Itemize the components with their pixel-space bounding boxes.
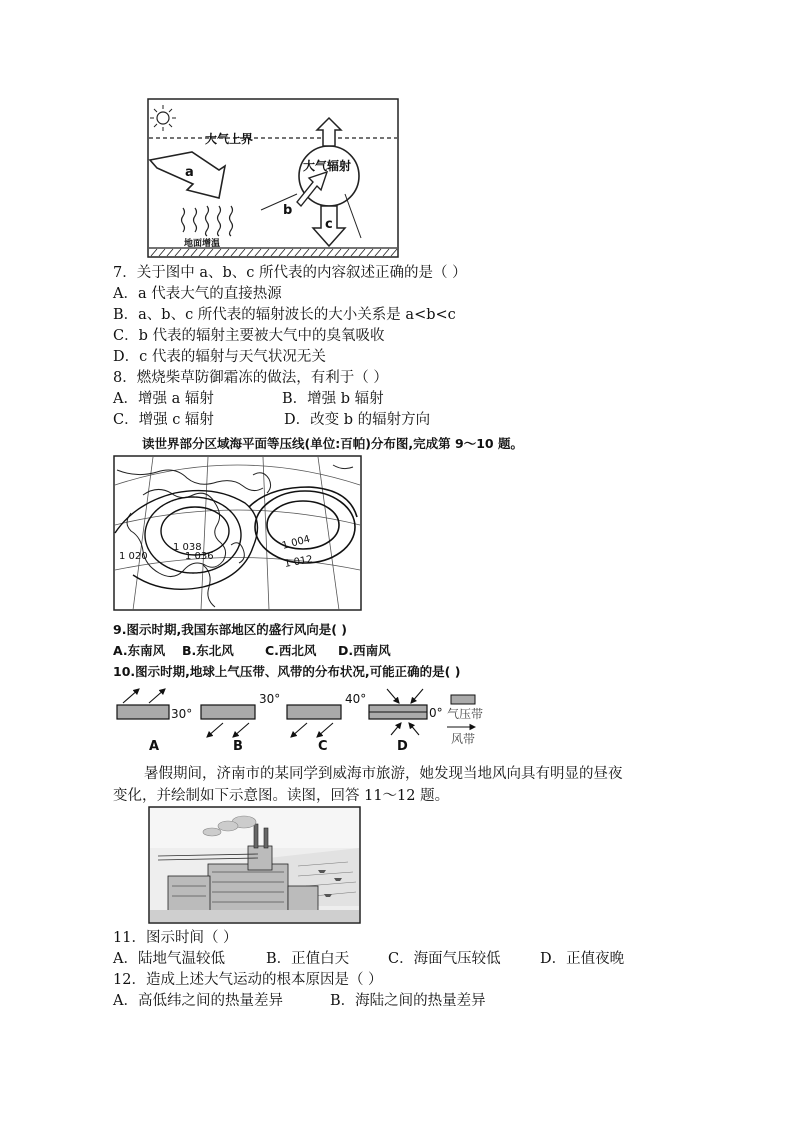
option-d-label: D (397, 739, 408, 754)
q7-option-c: C．b 代表的辐射主要被大气中的臭氧吸收 (113, 328, 385, 344)
isobar-map (113, 455, 362, 611)
option-b-label: B (233, 739, 243, 754)
q11-option-c: C．海面气压较低 (388, 951, 501, 967)
q8-option-c: C．增强 c 辐射 (113, 412, 214, 428)
isobar-map-figure (113, 455, 362, 611)
passage-line-1: 暑假期间，济南市的某同学到威海市旅游，她发现当地风向具有明显的昼夜 (144, 766, 623, 782)
ground-heating-label: 地面增温 (184, 239, 221, 249)
option-b-latitude: 30° (259, 692, 281, 706)
atmosphere-heating-figure (147, 98, 399, 258)
q11-option-b: B．正值白天 (266, 951, 350, 967)
isobar-label-1036: 1 036 (185, 551, 214, 562)
q7-option-a: A．a 代表大气的直接热源 (113, 286, 282, 302)
q7-stem: 7．关于图中 a、b、c 所代表的内容叙述正确的是（ ） (113, 265, 467, 281)
pressure-belt-figure (113, 685, 483, 757)
label-b: b (283, 203, 293, 218)
isobar-label-1020: 1 020 (119, 551, 148, 562)
q9-option-c: C.西北风 (265, 643, 317, 658)
q9-option-d: D.西南风 (338, 643, 391, 658)
q10-stem: 10.图示时期,地球上气压带、风带的分布状况,可能正确的是( ) (113, 664, 461, 679)
option-a-label: A (149, 739, 160, 754)
q9-stem: 9.图示时期,我国东部地区的盛行风向是( ) (113, 622, 347, 637)
option-c-diagram (287, 692, 366, 754)
q8-stem: 8．燃烧柴草防御霜冻的做法，有利于（ ） (113, 370, 388, 386)
atmosphere-heating-diagram (147, 98, 399, 258)
option-c-label: C (318, 739, 328, 754)
q9-option-a: A.东南风 (113, 643, 166, 658)
pressure-belt-options (113, 685, 483, 757)
isobar-label-1004: 1 004 (280, 533, 312, 552)
isobar-label-1012: 1 012 (283, 554, 314, 570)
option-d-latitude: 0° (429, 706, 443, 720)
q7-option-d: D．c 代表的辐射与天气状况无关 (113, 349, 326, 365)
q11-option-a: A．陆地气温较低 (113, 951, 225, 967)
q8-option-a: A．增强 a 辐射 (113, 391, 214, 407)
q12-option-a: A．高低纬之间的热量差异 (113, 993, 283, 1009)
legend-pressure-label: 气压带 (447, 707, 483, 721)
map-intro: 读世界部分区域海平面等压线(单位:百帕)分布图,完成第 9～10 题。 (142, 436, 523, 451)
legend-wind-label: 风带 (451, 732, 476, 746)
option-b-diagram (201, 692, 280, 754)
q9-option-b: B.东北风 (182, 643, 234, 658)
isobar-label-1038: 1 038 (173, 542, 202, 553)
q11-stem: 11．图示时间（ ） (113, 930, 238, 946)
q11-option-d: D．正值夜晚 (540, 951, 625, 967)
option-d-diagram (369, 689, 443, 754)
q7-option-b: B．a、b、c 所代表的辐射波长的大小关系是 a<b<c (113, 307, 456, 323)
option-c-latitude: 40° (345, 692, 367, 706)
passage-line-2: 变化，并绘制如下示意图。读图，回答 11～12 题。 (113, 788, 450, 804)
coastal-scene (148, 806, 361, 924)
label-c: c (325, 217, 333, 232)
coastal-scene-figure (148, 806, 361, 924)
option-a-latitude: 30° (171, 707, 193, 721)
q12-option-b: B．海陆之间的热量差异 (330, 993, 486, 1009)
q12-stem: 12．造成上述大气运动的根本原因是（ ） (113, 972, 383, 988)
q8-option-d: D．改变 b 的辐射方向 (284, 412, 431, 428)
q8-option-b: B．增强 b 辐射 (282, 391, 384, 407)
label-a: a (185, 165, 194, 180)
upper-boundary-label: 大气上界 (205, 132, 254, 146)
atm-radiation-label: 大气辐射 (303, 159, 352, 173)
legend (447, 695, 483, 746)
option-a-diagram (117, 689, 192, 754)
